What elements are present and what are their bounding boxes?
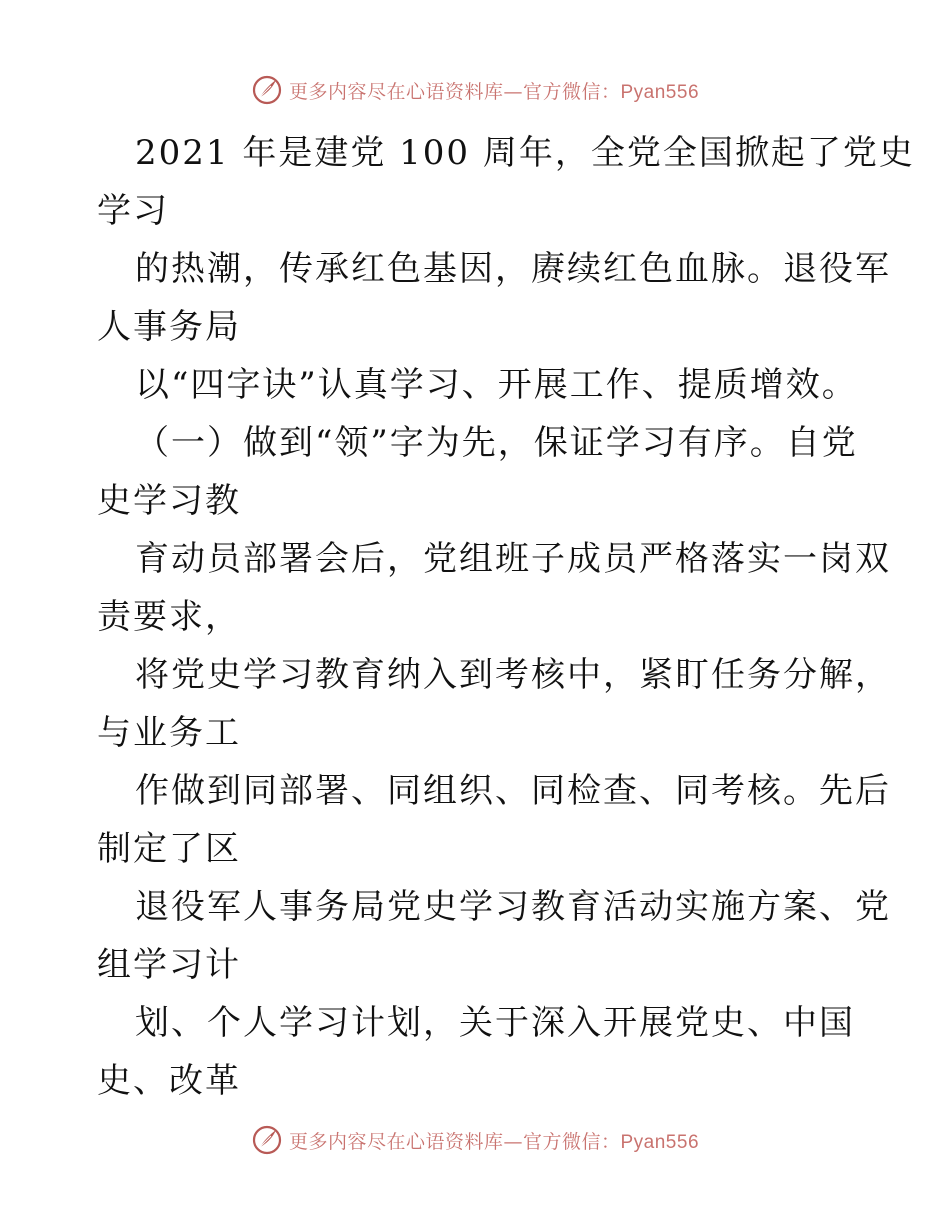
watermark-text: 更多内容尽在心语资料库—官方微信：Pyan556 bbox=[288, 80, 700, 103]
text-line: 作做到同部署、同组织、同检查、同考核。先后 bbox=[135, 771, 891, 811]
text-line: 与业务工 bbox=[97, 713, 241, 753]
text-line: 学习 bbox=[97, 191, 169, 231]
text-line: 制定了区 bbox=[97, 829, 241, 869]
text-line: 2021 年是建党 100 周年，全党全国掀起了党史 bbox=[135, 133, 915, 173]
text-line: 育动员部署会后，党组班子成员严格落实一岗双 bbox=[135, 539, 891, 579]
watermark-id: Pyan556 bbox=[620, 1131, 700, 1153]
text-line: 史、改革 bbox=[97, 1061, 241, 1101]
body-text bbox=[97, 124, 915, 1110]
text-line: 以“四字诀”认真学习、开展工作、提质增效。 bbox=[135, 365, 858, 405]
watermark-text: 更多内容尽在心语资料库—官方微信：Pyan556 bbox=[288, 1130, 700, 1153]
text-line: 责要求， bbox=[97, 597, 241, 637]
text-line: 将党史学习教育纳入到考核中，紧盯任务分解， bbox=[135, 655, 891, 695]
watermark-id: Pyan556 bbox=[620, 81, 700, 103]
header-watermark bbox=[0, 70, 950, 110]
feather-pen-icon bbox=[251, 74, 283, 106]
text-line: 划、个人学习计划，关于深入开展党史、中国 bbox=[135, 1003, 855, 1043]
footer-watermark bbox=[0, 1120, 950, 1160]
text-line: （一）做到“领”字为先，保证学习有序。自党 bbox=[135, 423, 858, 463]
text-line: 组学习计 bbox=[97, 945, 241, 985]
text-line: 人事务局 bbox=[97, 307, 241, 347]
text-line: 的热潮，传承红色基因，赓续红色血脉。退役军 bbox=[135, 249, 891, 289]
text-line: 退役军人事务局党史学习教育活动实施方案、党 bbox=[135, 887, 891, 927]
feather-pen-icon bbox=[251, 1124, 283, 1156]
text-line: 史学习教 bbox=[97, 481, 241, 521]
